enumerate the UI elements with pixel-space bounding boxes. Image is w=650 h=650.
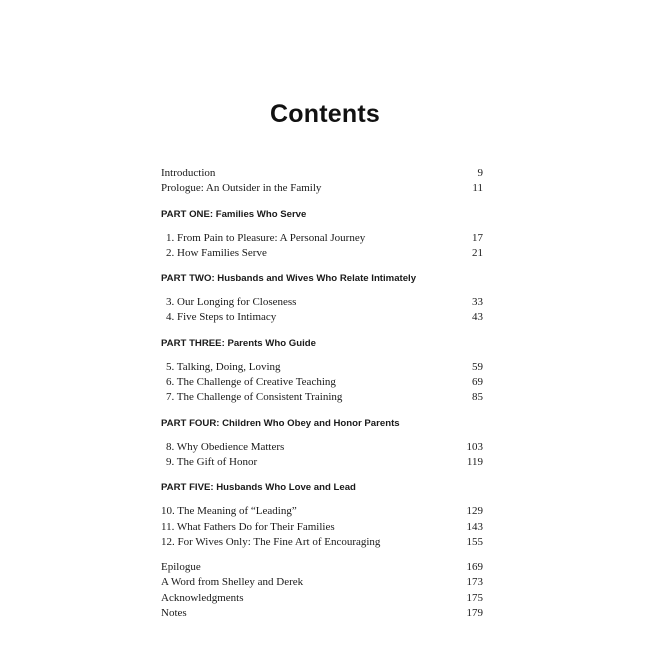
toc-entry-label: Acknowledgments	[161, 591, 244, 604]
toc-entry-epilogue	[161, 560, 483, 575]
toc-page-number: 103	[466, 440, 483, 453]
toc-entry-chapter-11	[161, 520, 483, 535]
toc-entry-label: 11. What Fathers Do for Their Families	[161, 520, 335, 533]
toc-page-number: 59	[472, 360, 483, 373]
toc-page-number: 155	[466, 535, 483, 548]
toc-entry-chapter-2	[161, 246, 483, 261]
part-heading-four: PART FOUR: Children Who Obey and Honor Parents	[161, 417, 400, 429]
toc-page-number: 69	[472, 376, 483, 389]
toc-entry-chapter-8	[161, 440, 483, 455]
toc-entry-word-from-authors	[161, 575, 483, 590]
toc-entry-introduction	[161, 166, 483, 181]
toc-page-number: 11	[472, 182, 483, 195]
toc-entry-acknowledgments	[161, 591, 483, 606]
toc-page-number: 175	[466, 591, 483, 604]
toc-entry-label: 12. For Wives Only: The Fine Art of Encouraging	[161, 535, 381, 548]
toc-entry-label: 7. The Challenge of Consistent Training	[166, 391, 343, 404]
toc-entry-label: 1. From Pain to Pleasure: A Personal Journey	[166, 231, 366, 244]
toc-page-number: 85	[472, 391, 483, 404]
part-heading-three: PART THREE: Parents Who Guide	[161, 337, 316, 349]
toc-page-number: 21	[472, 246, 483, 259]
page-title: Contents	[270, 100, 380, 128]
toc-entry-chapter-5	[161, 360, 483, 375]
toc-entry-label: 3. Our Longing for Closeness	[166, 296, 297, 309]
part-heading-five: PART FIVE: Husbands Who Love and Lead	[161, 482, 356, 494]
toc-entry-notes	[161, 606, 483, 621]
toc-entry-label: A Word from Shelley and Derek	[161, 576, 304, 589]
toc-entry-label: 6. The Challenge of Creative Teaching	[166, 376, 336, 389]
toc-entry-chapter-10	[161, 504, 483, 519]
toc-entry-chapter-1	[161, 231, 483, 246]
part-heading-two: PART TWO: Husbands and Wives Who Relate Intimately	[161, 273, 417, 285]
toc-page-number: 169	[466, 561, 483, 574]
part-heading-one: PART ONE: Families Who Serve	[161, 208, 307, 220]
toc-page-number: 173	[466, 576, 483, 589]
toc-entry-chapter-7	[161, 390, 483, 405]
toc-entry-chapter-6	[161, 375, 483, 390]
toc-page-number: 143	[466, 520, 483, 533]
toc-entry-label: 9. The Gift of Honor	[166, 455, 258, 468]
toc-page-number: 9	[477, 167, 483, 179]
toc-entry-chapter-12	[161, 535, 483, 550]
toc-page-number: 43	[472, 311, 483, 324]
toc-page-number: 129	[466, 505, 483, 518]
toc-entry-prologue	[161, 181, 483, 196]
toc-entry-label: 2. How Families Serve	[166, 246, 267, 259]
toc-entry-label: 4. Five Steps to Intimacy	[166, 311, 277, 324]
toc-entry-label: 8. Why Obedience Matters	[166, 440, 285, 453]
table-of-contents	[161, 166, 483, 621]
toc-entry-label: Notes	[161, 607, 187, 620]
toc-page-number: 17	[472, 231, 483, 244]
toc-entry-chapter-3	[161, 295, 483, 310]
toc-entry-label: Prologue: An Outsider in the Family	[161, 182, 322, 195]
toc-entry-label: 5. Talking, Doing, Loving	[166, 360, 281, 373]
toc-entry-label: Introduction	[161, 167, 216, 179]
toc-entry-label: Epilogue	[161, 561, 201, 574]
toc-entry-label: 10. The Meaning of “Leading”	[161, 505, 297, 518]
toc-page-number: 33	[472, 296, 483, 309]
toc-page-number: 179	[466, 607, 483, 620]
toc-page-number: 119	[466, 455, 483, 468]
toc-entry-chapter-9	[161, 455, 483, 470]
toc-entry-chapter-4	[161, 310, 483, 325]
